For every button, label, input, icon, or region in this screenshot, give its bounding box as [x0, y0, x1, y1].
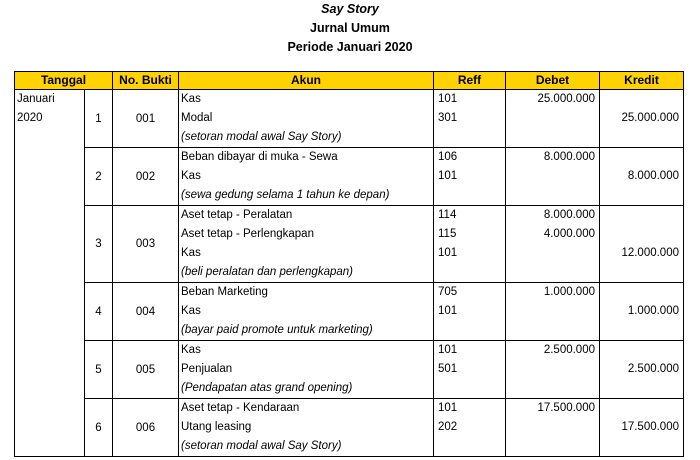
voucher-number: 006	[113, 399, 179, 457]
debit-amount: 25.000.000	[537, 93, 595, 105]
credit-amount	[600, 225, 683, 244]
journal-table	[14, 71, 684, 457]
credit-cell	[600, 206, 684, 283]
credit-amount	[600, 341, 683, 360]
blank-line	[434, 128, 505, 147]
voucher-number: 005	[113, 341, 179, 399]
blank-line	[506, 263, 599, 282]
credit-cell	[600, 148, 684, 206]
journal-entry-row	[15, 90, 684, 148]
account-cell	[179, 283, 434, 341]
header-row	[15, 72, 684, 90]
debit-amount	[506, 109, 599, 128]
debit-cell	[506, 148, 600, 206]
credit-cell	[600, 283, 684, 341]
account-name: Kas	[181, 247, 201, 259]
entry-description: (bayar paid promote untuk marketing)	[181, 324, 373, 336]
account-cell	[179, 90, 434, 148]
entry-description: (beli peralatan dan perlengkapan)	[181, 266, 353, 278]
debit-amount: 4.000.000	[543, 228, 595, 240]
entry-description: (sewa gedung selama 1 tahun ke depan)	[181, 189, 390, 201]
blank-line	[600, 263, 683, 282]
entry-description: (setoran modal awal Say Story)	[181, 131, 342, 143]
date-cell	[15, 341, 85, 399]
journal-entry-row	[15, 283, 684, 341]
debit-amount	[506, 167, 599, 186]
voucher-number: 003	[113, 206, 179, 283]
account-name: Aset tetap - Perlengkapan	[181, 228, 314, 240]
account-cell	[179, 399, 434, 457]
account-reff: 101	[438, 93, 458, 105]
account-name: Kas	[181, 170, 201, 182]
date-cell	[15, 90, 85, 148]
entry-number: 5	[85, 341, 113, 399]
account-cell	[179, 206, 434, 283]
report-title: Jurnal Umum	[310, 21, 390, 35]
blank-line	[434, 437, 505, 456]
debit-cell	[506, 399, 600, 457]
col-kredit-header: Kredit	[600, 72, 684, 90]
account-name: Aset tetap - Peralatan	[181, 209, 293, 221]
company-name: Say Story	[321, 2, 379, 16]
entry-number: 6	[85, 399, 113, 457]
entry-number: 4	[85, 283, 113, 341]
col-reff-header: Reff	[434, 72, 506, 90]
credit-amount	[600, 283, 683, 302]
date-cell	[15, 283, 85, 341]
account-reff: 202	[438, 421, 458, 433]
account-name: Kas	[181, 344, 201, 356]
entry-number: 2	[85, 148, 113, 206]
account-reff: 114	[438, 209, 457, 221]
credit-cell	[600, 90, 684, 148]
col-tanggal-header: Tanggal	[15, 72, 113, 90]
report-period: Periode Januari 2020	[287, 40, 413, 54]
debit-amount	[506, 360, 599, 379]
credit-amount: 1.000.000	[627, 305, 679, 317]
blank-line	[506, 186, 599, 205]
col-bukti-header: No. Bukti	[113, 72, 179, 90]
entry-number: 1	[85, 90, 113, 148]
reff-cell	[434, 341, 506, 399]
debit-amount: 17.500.000	[537, 402, 595, 414]
debit-amount: 2.500.000	[543, 344, 595, 356]
account-cell	[179, 148, 434, 206]
blank-line	[600, 128, 683, 147]
debit-cell	[506, 341, 600, 399]
journal-body	[15, 90, 684, 457]
debit-amount: 1.000.000	[543, 286, 595, 298]
credit-cell	[600, 341, 684, 399]
blank-line	[434, 186, 505, 205]
reff-cell	[434, 399, 506, 457]
credit-amount	[600, 206, 683, 225]
account-name: Beban Marketing	[181, 286, 268, 298]
col-akun-header: Akun	[179, 72, 434, 90]
credit-amount	[600, 399, 683, 418]
blank-line	[600, 321, 683, 340]
debit-cell	[506, 90, 600, 148]
credit-amount: 17.500.000	[621, 421, 679, 433]
account-name: Aset tetap - Kendaraan	[181, 402, 300, 414]
debit-amount	[506, 418, 599, 437]
blank-line	[506, 379, 599, 398]
entry-number: 3	[85, 206, 113, 283]
debit-cell	[506, 206, 600, 283]
entry-description: (Pendapatan atas grand opening)	[181, 382, 353, 394]
account-name: Modal	[181, 112, 213, 124]
credit-amount: 8.000.000	[627, 170, 679, 182]
journal-entry-row	[15, 148, 684, 206]
account-reff: 101	[438, 305, 458, 317]
account-reff: 101	[438, 247, 458, 259]
col-debet-header: Debet	[506, 72, 600, 90]
blank-line	[506, 321, 599, 340]
credit-amount: 25.000.000	[621, 112, 679, 124]
account-name: Kas	[181, 305, 201, 317]
account-reff: 301	[438, 112, 458, 124]
blank-line	[434, 321, 505, 340]
date-month: Januari	[17, 93, 55, 105]
blank-line	[434, 263, 505, 282]
journal-entry-row	[15, 341, 684, 399]
credit-amount	[600, 90, 683, 109]
entry-description: (setoran modal awal Say Story)	[181, 440, 342, 452]
account-name: Beban dibayar di muka - Sewa	[181, 151, 338, 163]
reff-cell	[434, 90, 506, 148]
account-name: Kas	[181, 93, 201, 105]
account-reff: 101	[438, 344, 458, 356]
account-cell	[179, 341, 434, 399]
date-cell	[15, 148, 85, 206]
blank-line	[600, 186, 683, 205]
debit-amount: 8.000.000	[543, 209, 595, 221]
date-cell	[15, 399, 85, 457]
voucher-number: 004	[113, 283, 179, 341]
account-reff: 115	[438, 228, 457, 240]
blank-line	[506, 437, 599, 456]
debit-cell	[506, 283, 600, 341]
report-header	[0, 0, 700, 57]
account-name: Utang leasing	[181, 421, 252, 433]
blank-line	[600, 437, 683, 456]
date-cell	[15, 206, 85, 283]
journal-entry-row	[15, 399, 684, 457]
credit-amount: 12.000.000	[621, 247, 679, 259]
credit-cell	[600, 399, 684, 457]
voucher-number: 001	[113, 90, 179, 148]
account-reff: 101	[438, 170, 458, 182]
reff-cell	[434, 148, 506, 206]
credit-amount	[600, 148, 683, 167]
blank-line	[600, 379, 683, 398]
account-reff: 705	[438, 286, 458, 298]
voucher-number: 002	[113, 148, 179, 206]
account-name: Penjualan	[181, 363, 233, 375]
debit-amount	[506, 302, 599, 321]
debit-amount: 8.000.000	[543, 151, 595, 163]
blank-line	[506, 128, 599, 147]
blank-line	[434, 379, 505, 398]
credit-amount: 2.500.000	[627, 363, 679, 375]
date-year: 2020	[17, 112, 43, 124]
account-reff: 501	[438, 363, 458, 375]
account-reff: 101	[438, 402, 458, 414]
journal-entry-row	[15, 206, 684, 283]
debit-amount	[506, 244, 599, 263]
reff-cell	[434, 283, 506, 341]
reff-cell	[434, 206, 506, 283]
account-reff: 106	[438, 151, 458, 163]
